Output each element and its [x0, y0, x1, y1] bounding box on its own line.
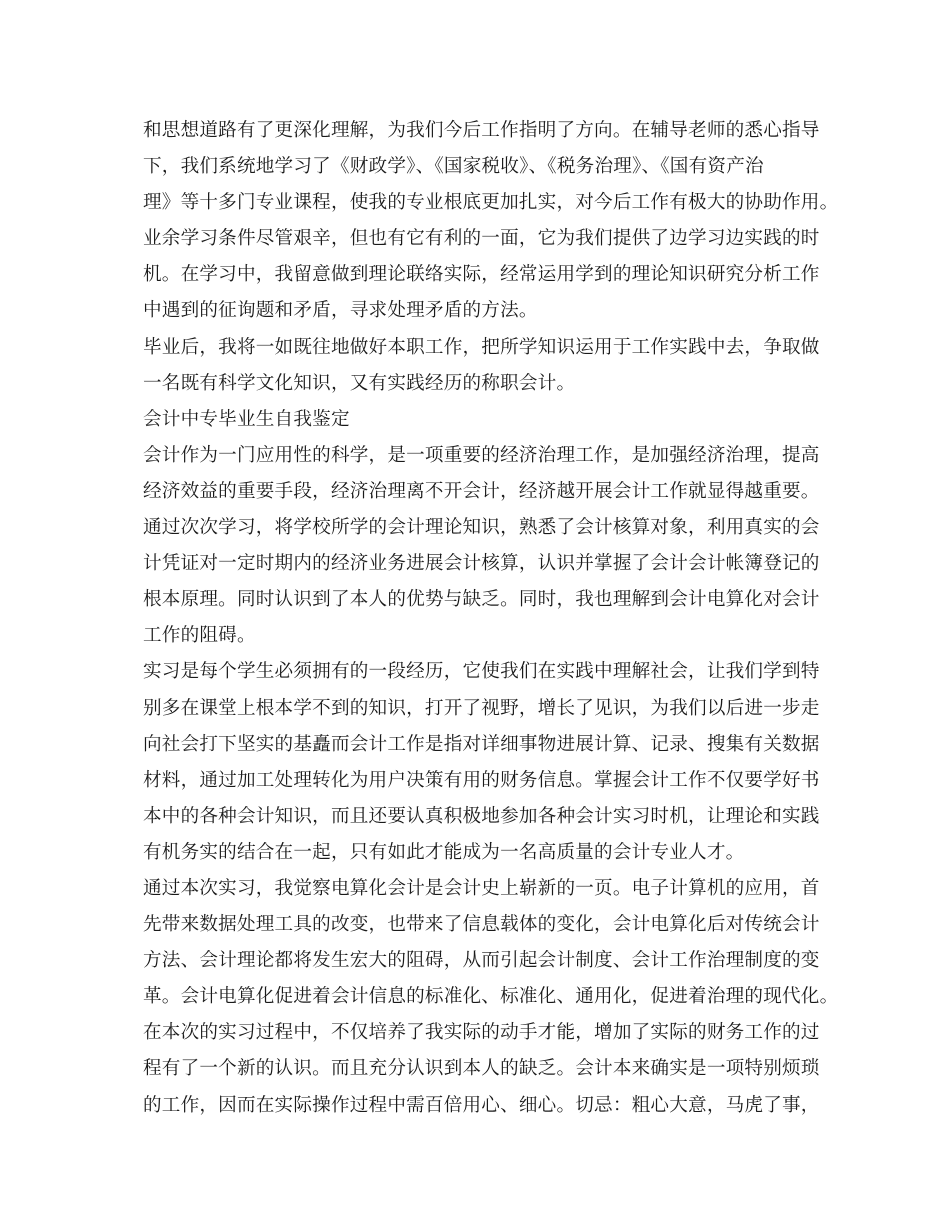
- text-line: 经济效益的重要手段，经济治理离不开会计，经济越开展会计工作就显得越重要。: [143, 480, 820, 502]
- text-line: 先带来数据处理工具的改变，也带来了信息载体的变化，会计电算化后对传统会计: [143, 914, 820, 936]
- text-line: 向社会打下坚实的基矗而会计工作是指对详细事物进展计算、记录、搜集有关数据: [143, 733, 820, 755]
- text-line: 根本原理。同时认识到了本人的优势与缺乏。同时，我也理解到会计电算化对会计: [143, 589, 820, 611]
- text-line: 程有了一个新的认识。而且充分认识到本人的缺乏。会计本来确实是一项特别烦琐: [143, 1058, 820, 1080]
- text-line: 机。在学习中，我留意做到理论联络实际，经常运用学到的理论知识研究分析工作: [143, 264, 820, 286]
- text-line: 通过本次实习，我觉察电算化会计是会计史上崭新的一页。电子计算机的应用，首: [143, 877, 820, 899]
- text-line: 工作的阻碍。: [143, 625, 256, 647]
- text-line: 下，我们系统地学习了《财政学》、《国家税收》、《税务治理》、《国有资产治: [143, 156, 764, 178]
- text-line: 在本次的实习过程中，不仅培养了我实际的动手才能，增加了实际的财务工作的过: [143, 1022, 820, 1044]
- text-line: 业余学习条件尽管艰辛，但也有它有利的一面，它为我们提供了边学习边实践的时: [143, 228, 820, 250]
- text-line: 毕业后，我将一如既往地做好本职工作，把所学知识运用于工作实践中去，争取做: [143, 336, 820, 358]
- text-line: 别多在课堂上根本学不到的知识，打开了视野，增长了见识，为我们以后进一步走: [143, 697, 820, 719]
- text-line: 会计作为一门应用性的科学，是一项重要的经济治理工作，是加强经济治理，提高: [143, 444, 820, 466]
- text-line: 的工作，因而在实际操作过程中需百倍用心、细心。切忌：粗心大意，马虎了事，: [143, 1094, 820, 1116]
- text-line: 本中的各种会计知识，而且还要认真积极地参加各种会计实习时机，让理论和实践: [143, 805, 820, 827]
- text-line: 革。会计电算化促进着会计信息的标准化、标准化、通用化，促进着治理的现代化。: [143, 986, 839, 1008]
- text-line: 中遇到的征询题和矛盾，寻求处理矛盾的方法。: [143, 300, 538, 322]
- text-line: 实习是每个学生必须拥有的一段经历，它使我们在实践中理解社会，让我们学到特: [143, 661, 820, 683]
- text-line: 方法、会计理论都将发生宏大的阻碍，从而引起会计制度、会计工作治理制度的变: [143, 950, 820, 972]
- document-body: [143, 113, 839, 1124]
- text-line: 一名既有科学文化知识，又有实践经历的称职会计。: [143, 372, 576, 394]
- text-line: 和思想道路有了更深化理解，为我们今后工作指明了方向。在辅导老师的悉心指导: [143, 120, 820, 141]
- text-line: 理》等十多门专业课程，使我的专业根底更加扎实，对今后工作有极大的协助作用。: [143, 192, 839, 214]
- section-heading: 会计中专毕业生自我鉴定: [143, 408, 350, 430]
- text-line: 有机务实的结合在一起，只有如此才能成为一名高质量的会计专业人才。: [143, 841, 745, 863]
- text-line: 材料，通过加工处理转化为用户决策有用的财务信息。掌握会计工作不仅要学好书: [143, 769, 820, 791]
- text-line: 通过次次学习，将学校所学的会计理论知识，熟悉了会计核算对象，利用真实的会: [143, 517, 820, 539]
- text-line: 计凭证对一定时期内的经济业务进展会计核算，认识并掌握了会计会计帐簿登记的: [143, 553, 820, 575]
